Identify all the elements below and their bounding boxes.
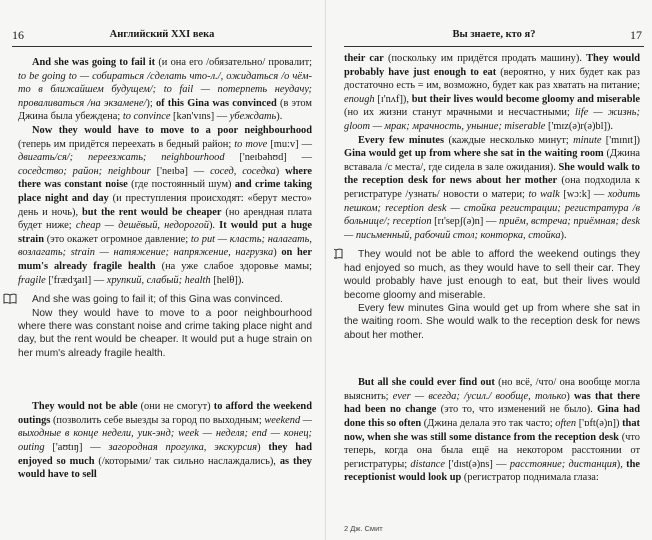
vocabulary-note: сосед, соседка (210, 165, 276, 177)
translation-text: ['neɪbəhʊd] — (224, 152, 312, 164)
translation-text: (регистратор поднимала глаза: (461, 472, 599, 484)
vocabulary-note: often (555, 417, 577, 429)
translation-text: (в этом Джина была убеждена; (18, 97, 312, 123)
translation-text: (вероятно, у них будет как раз достаточно есть = им, возможно, будет как раз хватать на питание; (344, 66, 641, 92)
right-page-body (344, 52, 640, 485)
translation-text: ), (616, 458, 627, 470)
english-paragraph: Now they would have to move to a poor neighbourhood where there was constant noise and crime taking place night and day, but the rent would be cheaper. It would put a huge strain on her mum's already fragile health. (18, 307, 312, 359)
english-phrase: And she was going to fail it (32, 57, 156, 68)
page-number: 17 (630, 28, 642, 42)
translation-text: [helθ]). (210, 274, 244, 286)
translation-text: ['mɪz(ə)r(ə)bl]). (545, 120, 614, 132)
translation-text: ) (566, 390, 574, 402)
right-page (334, 0, 650, 540)
open-book-icon (334, 248, 343, 259)
vocabulary-note: двигать/ся/; переезжать; neighbourhood (18, 152, 225, 164)
vocabulary-note: fragile (18, 274, 46, 286)
translation-text: (позволить себе выезды за город по выходным; (50, 414, 265, 426)
english-phrase: where there was constant noise (18, 165, 312, 191)
translation-text: [rɪ'sepʃ(ə)n] — (431, 216, 499, 228)
book-gutter (325, 0, 326, 540)
signature-mark: 2 Дж. Смит (344, 524, 383, 533)
vocabulary-note: to put — класть; налагать, возлагать; strain — натяжение; напряжение, нагрузка (18, 233, 312, 259)
right-page-header (344, 28, 644, 47)
translation-text: (/которыми/ так сильно наслаждались), (94, 455, 280, 467)
translation-text: ) (257, 441, 269, 453)
english-phrase: that now, when she was still some distance from the reception desk (344, 417, 640, 443)
translation-text: ). (560, 229, 567, 241)
translation-text: ['ɒft(ə)n]) (576, 417, 623, 429)
english-phrase: the receptionist would look up (344, 458, 640, 484)
translation-text: (теперь им придётся переехать в бедный район; (18, 138, 235, 150)
annotated-paragraph (344, 52, 640, 134)
translation-text: ). (208, 220, 220, 232)
translation-text: (но их жизни станут мрачными и несчастными; (344, 107, 575, 119)
english-text-block (344, 248, 640, 342)
english-text-block (18, 293, 312, 360)
vocabulary-note: загородная прогулка, экскурсия (108, 441, 258, 453)
translation-text: ). (276, 111, 283, 123)
translation-text: (она подходила к регистратуре /узнать/ новости о матери; (344, 175, 640, 200)
translation-text: ); (146, 97, 156, 109)
left-page (2, 0, 318, 540)
translation-text: ['dɪst(ə)ns] — (445, 458, 510, 470)
english-phrase: their car (344, 53, 384, 64)
translation-text: ['neɪbə] — (150, 165, 211, 177)
translation-text: (но всё, /что/ она вообще могла выяснить; (344, 377, 640, 402)
translation-text: (где постоянный шум) (127, 179, 235, 191)
vocabulary-note: to move (234, 138, 268, 150)
running-title: Вы знаете, кто я? (452, 29, 536, 40)
annotated-paragraph (344, 376, 640, 485)
translation-text: [kən'vɪns] — (170, 111, 230, 123)
english-phrase: on her mum's already fragile health (18, 247, 312, 272)
english-phrase: Every few minutes (358, 134, 445, 146)
vocabulary-note: расстояние; дистанция (509, 458, 617, 470)
section-gap (18, 360, 312, 400)
english-phrase: It would put a huge strain (18, 220, 312, 245)
annotated-paragraph (18, 400, 312, 482)
section-gap (344, 342, 640, 376)
translation-text: (но арендная плата будет ниже; (18, 206, 312, 232)
english-paragraph: And she was going to fail it; of this Gina was convinced. (32, 294, 283, 306)
translation-text: (и она его /обязательно/ провалит; (155, 57, 312, 68)
english-paragraph: Every few minutes Gina would get up from where she sat in the waiting room. She would walk to the reception desk for news about her mother. (344, 302, 640, 341)
english-phrase: of this Gina was convinced (155, 97, 277, 109)
translation-text: (и преступления происходят: «берут место» день и ночь), (18, 192, 312, 218)
vocabulary-note: приём, встреча; приёмная; desk — письменный, рабочий стол; конторка, стойка (344, 216, 640, 241)
english-phrase: to afford the weekend outings (18, 401, 312, 426)
annotated-paragraph (18, 56, 312, 124)
vocabulary-note: ever — всегда; /усил./ вообще, только (392, 390, 567, 402)
page-number: 16 (12, 28, 24, 42)
translation-text: ) (273, 247, 282, 259)
translation-text: ) (275, 165, 286, 177)
vocabulary-note: to walk (528, 188, 560, 200)
translation-text: [wɔ:k] — (559, 188, 608, 200)
vocabulary-note: убеждать (229, 111, 277, 123)
left-page-body (18, 56, 312, 482)
vocabulary-note: соседство; район; neighbour (18, 165, 151, 177)
vocabulary-note: to be going to — собираться /сделать что-л./, ожидаться /о чём-то в ближайшем будущем/; to fail — потерпеть неудачу; проваливаться /на экзамене/ (18, 70, 312, 109)
translation-text: ['mɪnɪt]) (601, 134, 640, 146)
vocabulary-note: enough (344, 93, 375, 105)
vocabulary-note: cheap — дешёвый, недорогой (75, 220, 209, 232)
translation-text: [ɪ'nʌf]), (374, 93, 412, 105)
translation-text: ['aʊtɪŋ] — (44, 441, 109, 453)
english-phrase: Gina would get up from where she sat in the waiting room (344, 148, 604, 160)
translation-text: (они не смогут) (137, 401, 214, 413)
vocabulary-note: ходить пешком; reception desk — стойка регистрации; регистратура /в больнице/; reception (344, 188, 640, 228)
annotated-paragraph (344, 134, 640, 243)
english-phrase: But all she could ever find out (358, 377, 495, 389)
translation-text: (на уже слабое здоровье мамы; (155, 260, 312, 272)
translation-text: (Джина делала это так часто; (421, 417, 556, 429)
vocabulary-note: distance (410, 458, 446, 470)
vocabulary-note: minute (573, 134, 602, 146)
open-book-icon (3, 293, 17, 304)
translation-text: (поскольку им придётся продать машину). (383, 53, 587, 64)
english-phrase: as they would have to sell (18, 455, 312, 481)
english-phrase: She would walk to the reception desk for news about her mother (344, 161, 640, 187)
english-paragraph: They would not be able to afford the weekend outings they had enjoyed so much, as they would have to sell their car. They would probably have just enough to eat, but their lives would become gloomy and miserable. (344, 249, 640, 301)
running-title: Английский XXI века (109, 29, 215, 40)
english-phrase: they had enjoyed so much (18, 441, 312, 467)
translation-text: (каждые несколько минут; (444, 134, 574, 146)
english-phrase: but their lives would become gloomy and miserable (411, 93, 640, 105)
translation-text: (это то, что изменений не было). (436, 404, 598, 416)
vocabulary-note: weekend — выходные в конце недели, уик-энд; week — неделя; end — конец; outing (18, 414, 312, 453)
vocabulary-note: life — жизнь; gloom — мрак; мрачность, уныние; miserable (344, 107, 640, 132)
english-phrase: but the rent would be cheaper (82, 206, 222, 218)
english-phrase: They would not be able (32, 401, 138, 413)
english-phrase: and crime taking place night and day (18, 179, 313, 204)
annotated-paragraph (18, 124, 312, 287)
vocabulary-note: to convince (122, 111, 171, 123)
translation-text: [mu:v] — (267, 138, 312, 150)
left-page-header (12, 28, 312, 47)
english-phrase: was that there had been no change (344, 390, 640, 416)
english-phrase: They would probably have just enough to eat (344, 53, 640, 78)
translation-text: (это окажет огромное давление; (43, 233, 191, 245)
translation-text: ['frædʒaɪl] — (45, 274, 107, 286)
english-phrase: Now they would have to move to a poor neighbourhood (32, 124, 312, 136)
translation-text: (Джина вставала /с места/, где сидела в зале ожидания). (344, 148, 640, 173)
translation-text: (что теперь, когда она была ещё на некотором расстоянии от регистратуры; (344, 431, 640, 470)
vocabulary-note: хрупкий, слабый; health (106, 274, 211, 286)
english-phrase: Gina had done this so often (344, 404, 640, 429)
